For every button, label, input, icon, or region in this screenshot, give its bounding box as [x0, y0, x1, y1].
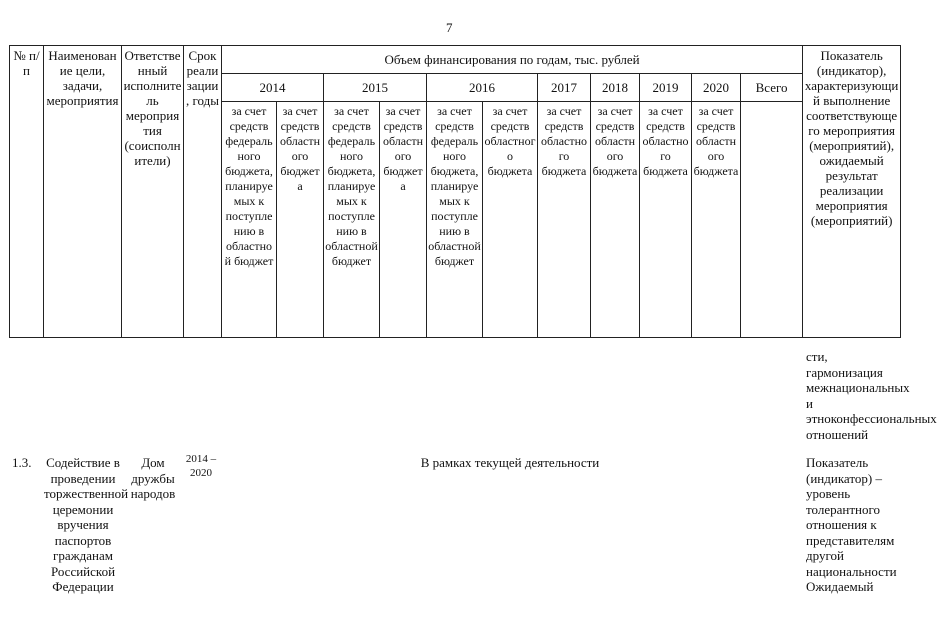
year-header: 2014: [222, 74, 324, 102]
subheader-federal: за счет средств федерального бюджета, планируемых к поступлению в областной бюджет: [324, 102, 380, 338]
year-header: 2020: [692, 74, 741, 102]
col-header-term: Срок реализации, годы: [184, 46, 222, 338]
row-funding: В рамках текущей деятельности: [420, 455, 600, 470]
subheader-federal: за счет средств федерального бюджета, планируемых к поступлению в областной бюджет: [222, 102, 277, 338]
row-number: 1.3.: [12, 455, 32, 470]
subheader-total-empty: [741, 102, 803, 338]
row-term: 2014 – 2020: [185, 453, 217, 479]
year-header: 2018: [591, 74, 640, 102]
year-header: 2016: [427, 74, 538, 102]
page-number: 7: [446, 20, 453, 35]
row-activity-name: Содействие в проведении торжественной церемонии вручения паспортов гражданам Российской Федерации: [44, 455, 129, 594]
year-header: 2015: [324, 74, 427, 102]
col-header-funding: Объем финансирования по годам, тыс. рублей: [222, 46, 803, 74]
subheader-regional: за счет средств областного бюджета: [692, 102, 741, 338]
col-header-responsible: Ответственный исполнитель мероприятия (соисполнители): [122, 46, 184, 338]
subheader-regional: за счет средств областного бюджета: [277, 102, 324, 338]
row-indicator: Показатель (индикатор) – уровень толерантного отношения к представителям другой национальности Ожидаемый: [806, 455, 897, 594]
subheader-regional: за счет средств областного бюджета: [483, 102, 538, 338]
row-responsible: Дом дружбы народов: [130, 455, 176, 501]
subheader-federal: за счет средств федерального бюджета, планируемых к поступлению в областной бюджет: [427, 102, 483, 338]
total-header: Всего: [741, 74, 803, 102]
subheader-regional: за счет средств областного бюджета: [380, 102, 427, 338]
program-table-header: [9, 45, 901, 338]
col-header-indicator: Показатель (индикатор), характеризующий выполнение соответствующего мероприятия (мероприятий), ожидаемый результат реализации мероприятия (мероприятий): [803, 46, 901, 338]
indicator-continuation: сти, гармонизация межнациональных и этноконфессиональных отношений: [806, 349, 937, 442]
year-header: 2017: [538, 74, 591, 102]
col-header-name: Наименование цели, задачи, мероприятия: [44, 46, 122, 338]
subheader-regional: за счет средств областного бюджета: [591, 102, 640, 338]
col-header-number: № п/п: [10, 46, 44, 338]
subheader-regional: за счет средств областного бюджета: [538, 102, 591, 338]
year-header: 2019: [640, 74, 692, 102]
subheader-regional: за счет средств областного бюджета: [640, 102, 692, 338]
